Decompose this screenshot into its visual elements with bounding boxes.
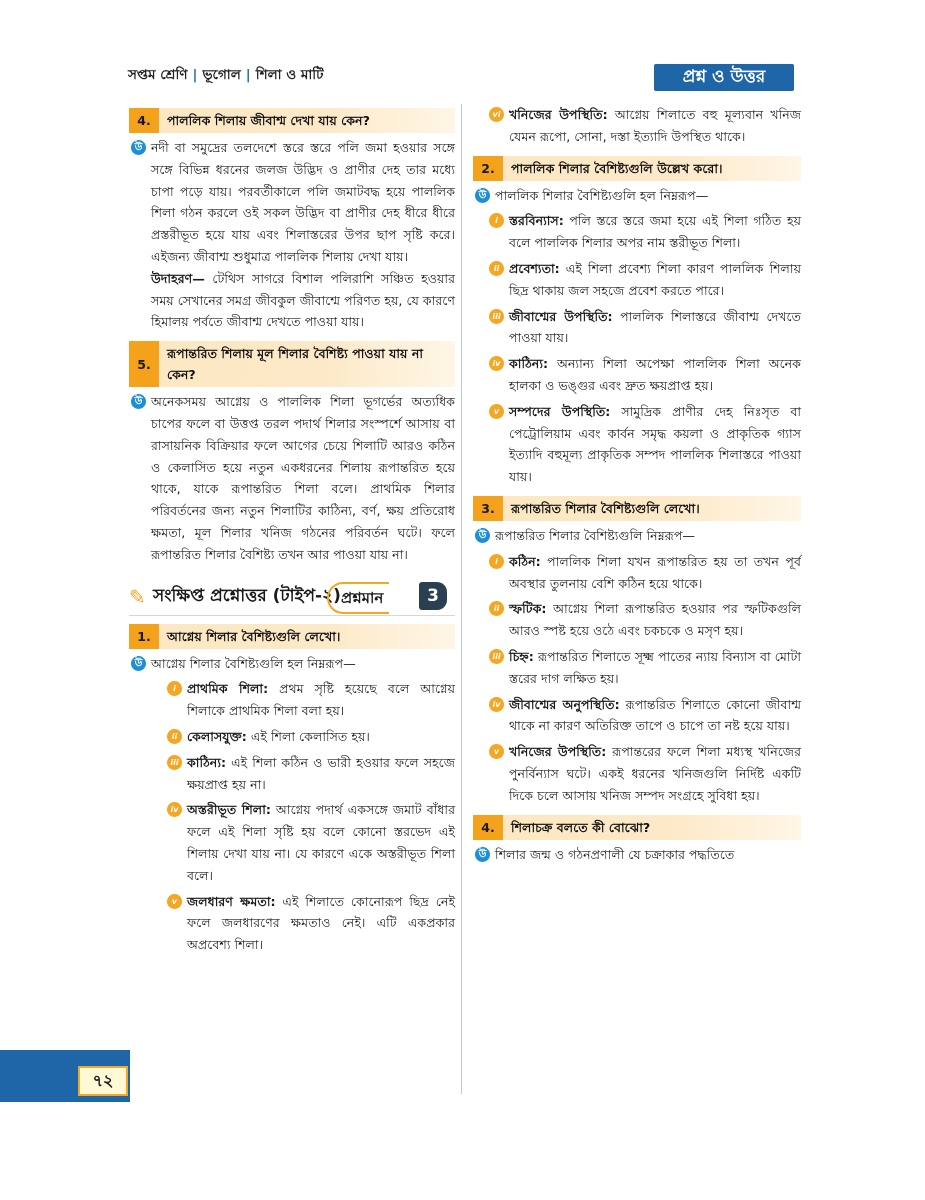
item-keyword: কঠিন: [509,553,541,569]
pencil-icon: ✎ [129,584,146,609]
list-item [129,752,455,796]
question-heading [129,108,455,133]
roman-numeral: iii [489,309,504,324]
item-text: এই শিলা প্রবেশ্য শিলা কারণ পাললিক শিলায় ছিদ্র থাকায় জল সহজে প্রবেশ করতে পারে। [509,260,801,298]
list-item [473,258,801,302]
header-left [128,64,324,87]
answer-text: শিলার জন্ম ও গঠনপ্রণালী যে চক্রাকার পদ্ধতিতে [495,846,735,862]
roman-numeral: i [167,681,182,696]
example-label: উদাহরণ— [151,270,205,286]
answer-text: পাললিক শিলার বৈশিষ্ট্যগুলি হল নিম্নরূপ— [495,187,709,203]
feature-list [473,551,801,807]
marks-badge: প্রশ্নমান [327,582,389,614]
item-text: প্রথম সৃষ্টি হয়েছে বলে আগ্নেয় শিলাকে প্রাথমিক শিলা বলা হয়। [187,681,455,719]
answer-text: রূপান্তরিত শিলার বৈশিষ্ট্যগুলি নিম্নরূপ— [495,527,695,543]
item-keyword: জীবাশ্মের উপস্থিতি: [509,308,613,324]
example-text: টেথিস সাগরে বিশাল পলিরাশি সঞ্চিত হওয়ার সময় সেখানের সমগ্র জীবকুল জীবাশ্মে পরিণত হয়, যে কারণে হিমালয় পর্বতে জীবাশ্ম দেখতে পাওয়া যায়। [151,270,455,330]
answer-text: আগ্নেয় শিলার বৈশিষ্ট্যগুলি হল নিম্নরূপ— [151,655,356,671]
item-text: পাললিক শিলাস্তরে জীবাশ্ম দেখতে পাওয়া যায়। [509,308,801,346]
list-item [473,353,801,397]
question-heading [473,496,801,521]
page-number: ৭২ [78,1066,128,1096]
answer-text: অনেকসময় আগ্নেয় ও পাললিক শিলা ভূগর্ভের অত্যধিক চাপের ফলে বা উত্তপ্ত তরল পদার্থ শিলার সংস্পর্শে আসায় বা রাসায়নিক বিক্রিয়ার ফলে আগের চেয়ে শিলাটি আরও কঠিন ও কেলাসিত হয়ে নতুন একধরনের শিলায় রূপান্তরিত হয়ে থাকে, যাকে রূপান্তরিত শিলা বলে। প্রাথমিক শিলার পরিবর্তনের জন্য নতুন শিলাটির কাঠিন্য, বর্ণ, ক্ষয় প্রতিরোধ ক্ষমতা, মূল শিলার খনিজ গঠনের পরিবর্তন ঘটে। ফলে রূপান্তরিত শিলার বৈশিষ্ট্য তখন আর পাওয়া যায় না। [151,394,455,562]
list-item [129,726,455,748]
roman-numeral: v [489,404,504,419]
item-keyword: খনিজের উপস্থিতি: [509,744,607,760]
list-item [129,891,455,956]
item-keyword: প্রাথমিক শিলা: [187,681,269,697]
left-column [129,104,455,956]
list-item [473,551,801,595]
list-item [473,401,801,488]
question-text: আগ্নেয় শিলার বৈশিষ্ট্যগুলি লেখো। [167,628,341,644]
list-item [473,646,801,690]
list-item [473,741,801,806]
header-subject: ভূগোল [202,67,241,83]
item-keyword: অস্তরীভূত শিলা: [187,802,271,818]
answer-intro [473,525,801,547]
roman-numeral: iv [167,802,182,817]
question-number: 5. [129,341,159,387]
item-keyword: প্রবেশ্যতা: [509,260,560,276]
item-text: রূপান্তরিত শিলাতে কোনো জীবাশ্ম থাকে না কারণ অতিরিক্ত তাপে ও চাপে তা নষ্ট হয়ে যায়। [509,696,801,734]
question-number: 1. [129,624,159,649]
header-badge: প্রশ্ন ও উত্তর [654,64,794,91]
answer-u-icon: উ [475,528,490,543]
item-text: আগ্নেয় শিলা রূপান্তরিত হওয়ার পর স্ফটিকগুলি আরও স্পষ্ট হয়ে ওঠে এবং চকচকে ও মসৃণ হয়। [509,601,801,639]
question-heading [473,815,801,840]
item-text: পাললিক শিলা যখন রূপান্তরিত হয় তা তখন পূর্ব অবস্থার তুলনায় বেশি কঠিন হয়ে থাকে। [509,553,801,591]
answer-intro [129,653,455,675]
item-keyword: খনিজের উপস্থিতি: [509,107,608,122]
list-item [473,210,801,254]
answer-u-icon: উ [131,394,146,409]
roman-numeral: iv [489,356,504,371]
answer-block [129,391,455,565]
header-separator: | [245,67,251,83]
header-separator: | [192,67,198,83]
column-divider [461,104,462,1094]
list-item [473,306,801,350]
item-text: পলি স্তরে স্তরে জমা হয়ে এই শিলা গঠিত হয় বলে পাললিক শিলার অপর নাম স্তরীভূত শিলা। [509,213,801,251]
item-keyword: জীবাশ্মের অনুপস্থিতি: [509,696,620,712]
item-text: রূপান্তরিত শিলাতে সূক্ষ্ম পাতের ন্যায় বিন্যাস বা মোটা স্তরের দাগ লক্ষিত হয়। [509,648,801,686]
item-keyword: স্ফটিক: [509,601,547,617]
list-item [129,678,455,722]
roman-numeral: ii [489,261,504,276]
answer-u-icon: উ [131,656,146,671]
item-text: আগ্নেয় পদার্থ একসঙ্গে জমাট বাঁধার ফলে এই শিলা সৃষ্টি হয় বলে কোনো স্তরভেদ এই শিলায় দেখা যায় না। যে কারণে একে অস্তরীভূত শিলা বলে। [187,802,456,883]
question-number: 4. [129,108,159,133]
answer-u-icon: উ [131,140,146,155]
item-text: আগ্নেয় শিলাতে বহু মূল্যবান খনিজ যেমন রূপো, সোনা, দস্তা ইত্যাদি উপস্থিত থাকে। [509,107,801,144]
roman-numeral: i [489,213,504,228]
roman-numeral: iii [489,649,504,664]
item-keyword: জলধারণ ক্ষমতা: [187,893,276,909]
section-title: সংক্ষিপ্ত প্রশ্নোত্তর (টাইপ-২) [153,585,341,606]
question-text: শিলাচক্র বলতে কী বোঝো? [511,819,651,835]
answer-text: নদী বা সমুদ্রের তলদেশে স্তরে স্তরে পলি জমা হওয়ার সঙ্গে সঙ্গে বিভিন্ন ধরনের জলজ উদ্ভিদ ও প্রাণীর দেহ তার মধ্যে চাপা পড়ে যায়। পরবর্তীকালে পলি জমাটবদ্ধ হয়ে পাললিক শিলা গঠন করলে ওই সকল উদ্ভিদ বা প্রাণীর দেহ ধীরে ধীরে প্রস্তরীভূত হয়ে যায় এবং শিলাস্তরের উপর ছাপ সৃষ্টি করে। এইজন্য জীবাশ্ম শুধুমাত্র পাললিক শিলায় দেখা যায়। [151,140,455,264]
roman-numeral: ii [167,729,182,744]
roman-numeral: iv [489,697,504,712]
list-item [473,598,801,642]
item-keyword: কাঠিন্য: [509,356,549,372]
question-text: রূপান্তরিত শিলায় মূল শিলার বৈশিষ্ট্য পাওয়া যায় না কেন? [167,346,424,383]
item-text: এই শিলাতে কোনোরূপ ছিদ্র নেই ফলে জলধারণের ক্ষমতাও নেই। এটি একপ্রকার অপ্রবেশ্য শিলা। [187,893,455,953]
question-heading [129,624,455,649]
question-number: 4. [473,815,503,840]
roman-numeral: iii [167,755,182,770]
item-keyword: স্তরবিন্যাস: [509,213,564,229]
list-item [129,799,455,886]
item-text: রূপান্তরের ফলে শিলা মধ্যস্থ খনিজের পুনর্বিন্যাস ঘটে। একই ধরনের খনিজগুলি নির্দিষ্ট একটি দিকে চলে আসায় খনিজ সম্পদ সংগ্রহে সুবিধা হয়। [509,744,801,803]
feature-list [473,210,801,488]
question-number: 2. [473,156,503,181]
list-item [473,104,801,148]
question-heading [473,156,801,181]
feature-list [129,678,455,956]
answer-u-icon: উ [475,847,490,862]
right-column [473,104,801,865]
marks-value: 3 [419,582,447,610]
item-keyword: কেলাসযুক্ত: [187,728,247,744]
answer-block [473,844,801,866]
question-number: 3. [473,496,503,521]
item-keyword: সম্পদের উপস্থিতি: [509,403,611,419]
roman-numeral: v [167,894,182,909]
item-text: সামুদ্রিক প্রাণীর দেহ নিঃসৃত বা পেট্রোলিয়াম এবং কার্বন সমৃদ্ধ কয়লা ও প্রাকৃতিক গ্যাস ইত্যাদি বহুমূল্য প্রাকৃতিক সম্পদ পাললিক শিলাস্তরে পাওয়া যায়। [509,403,801,485]
item-text: এই শিলা কেলাসিত হয়। [246,728,370,744]
answer-u-icon: উ [475,188,490,203]
roman-numeral: ii [489,601,504,616]
roman-numeral: i [489,554,504,569]
answer-block [129,137,455,268]
item-keyword: কাঠিন্য: [187,754,227,770]
answer-intro [473,185,801,207]
roman-numeral: v [489,744,504,759]
example-paragraph [129,268,455,333]
item-keyword: চিহ্ন: [509,648,534,664]
question-text: পাললিক শিলায় জীবাশ্ম দেখা যায় কেন? [167,113,370,128]
list-item [473,694,801,738]
item-text: অন্যান্য শিলা অপেক্ষা পাললিক শিলা অনেক হালকা ও ভঙ্গুর এবং দ্রুত ক্ষয়প্রাপ্ত হয়। [509,356,801,393]
question-heading [129,341,455,387]
section-underline [129,615,455,616]
roman-numeral: vi [489,107,504,122]
header-class: সপ্তম শ্রেণি [128,67,188,83]
header-chapter: শিলা ও মাটি [255,67,324,83]
question-text: পাললিক শিলার বৈশিষ্ট্যগুলি উল্লেখ করো। [511,160,723,176]
item-text: এই শিলা কঠিন ও ভারী হওয়ার ফলে সহজে ক্ষয়প্রাপ্ত হয় না। [187,754,455,792]
section-heading [129,580,455,616]
question-text: রূপান্তরিত শিলার বৈশিষ্ট্যগুলি লেখো। [511,500,700,516]
